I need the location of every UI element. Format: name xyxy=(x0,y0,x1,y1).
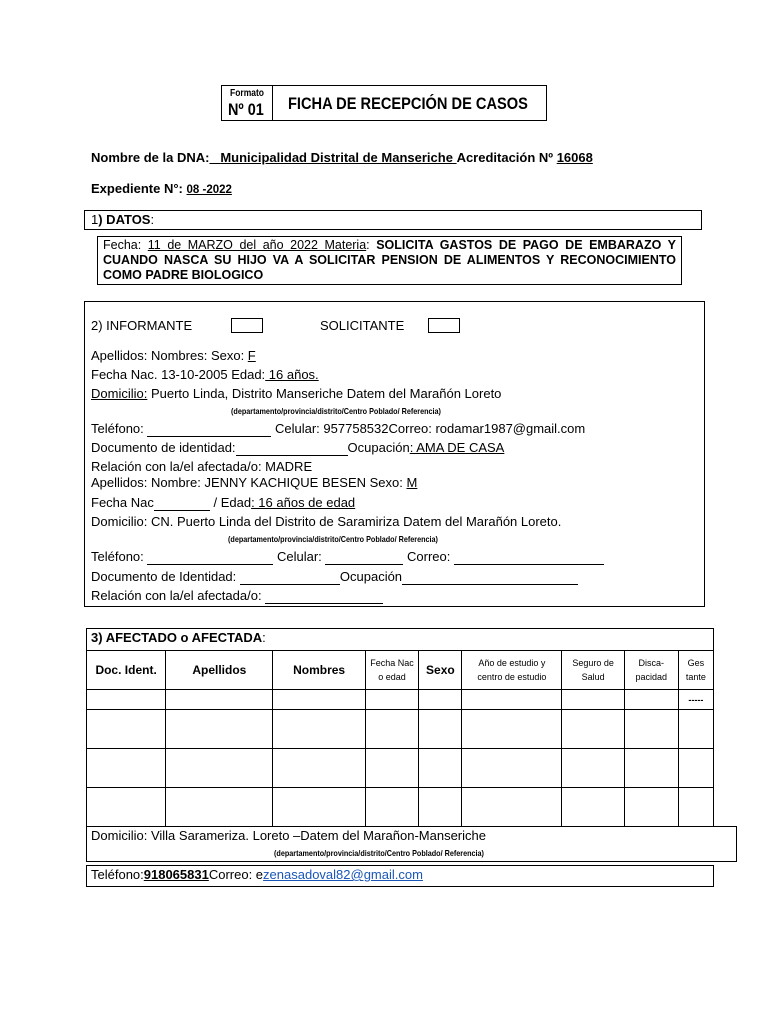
section3-telefono-value: 918065831 xyxy=(143,867,209,882)
informante-domicilio-line xyxy=(91,386,501,401)
col-nombres: Nombres xyxy=(273,651,365,690)
domicilio-value: Puerto Linda, Distrito Manseriche Datem del Marañón Loreto xyxy=(147,386,502,401)
dna-label: Nombre de la DNA: xyxy=(91,150,210,165)
materia-text: SOLICITA GASTOS DE PAGO DE EMBARAZO Y CUANDO NASCA SU HIJO VA A SOLICITAR PENSION DE ALIMENTOS Y RECONOCIMIENTO COMO PADRE BIOLOGICO xyxy=(103,238,676,282)
col-discapacidad: Disca-pacidad xyxy=(624,651,678,690)
section3-email-link[interactable]: zenasadoval82@gmail.com xyxy=(263,867,423,882)
datos-paragraph: Fecha: 11 de MARZO del año 2022 Materia: SOLICITA GASTOS DE PAGO DE EMBARAZO Y CUANDO NASCA SU HIJO VA A SOLICITAR PENSION DE ALIMENTOS Y RECONOCIMIENTO COMO PADRE BIOLOGICO xyxy=(103,238,676,282)
table-row xyxy=(87,710,714,749)
domicilio-label: Domicilio: xyxy=(91,386,148,401)
informante-documento-line: Documento de identidad: Ocupación: AMA DE CASA xyxy=(91,440,505,455)
telefono-blank[interactable] xyxy=(147,421,271,437)
ref-note-1: (departamento/provincia/distrito/Centro Poblado/ Referencia) xyxy=(231,406,441,416)
section1-title: 1) DATOS: xyxy=(91,212,155,227)
section3-title: 3) AFECTADO o AFECTADA: xyxy=(91,630,266,645)
table-row xyxy=(87,690,714,710)
solicitante-edad: : 16 años de edad xyxy=(251,495,356,510)
informante-fecha-line: Fecha Nac. 13-10-2005 Edad: 16 años. xyxy=(91,367,319,382)
affected-table xyxy=(86,650,714,827)
format-header-box xyxy=(221,85,547,121)
table-row xyxy=(87,749,714,788)
correo-value: rodamar1987@gmail.com xyxy=(435,421,586,436)
solicitante-telefono-line: Teléfono: Celular: Correo: xyxy=(91,549,604,565)
documento2-blank[interactable] xyxy=(240,569,340,585)
solicitante-name-line: Apellidos: Nombre: JENNY KACHIQUE BESEN Sexo: M xyxy=(91,475,418,490)
accreditation-number: 16068 xyxy=(556,150,593,165)
fecha-value: 11 de MARZO del año 2022 Materia xyxy=(147,238,367,252)
table-row xyxy=(87,788,714,827)
expediente-label: Expediente N°: xyxy=(91,181,183,196)
ref-note-2: (departamento/provincia/distrito/Centro Poblado/ Referencia) xyxy=(228,534,438,544)
informante-label: 2) INFORMANTE xyxy=(91,318,193,333)
col-ano-estudio: Año de estudio y centro de estudio xyxy=(462,651,562,690)
accreditation-label: Acreditación Nº xyxy=(456,150,554,165)
col-gestante: Ges tante xyxy=(678,651,713,690)
gestante-mark[interactable]: ----- xyxy=(678,690,713,710)
ocupacion2-blank[interactable] xyxy=(402,569,578,585)
col-seguro: Seguro de Salud xyxy=(562,651,624,690)
solicitante-label: SOLICITANTE xyxy=(320,318,405,333)
informante-name-line: Apellidos: Nombres: Sexo: F xyxy=(91,348,256,363)
format-label: Formato xyxy=(230,88,264,99)
solicitante-checkbox[interactable] xyxy=(428,318,460,333)
section1-content-box xyxy=(97,236,682,285)
relacion2-blank[interactable] xyxy=(265,588,383,604)
table-header-row xyxy=(87,651,714,690)
format-number: Nº 01 xyxy=(228,100,264,119)
documento-blank[interactable] xyxy=(236,440,348,456)
dna-line xyxy=(91,150,593,165)
solicitante-domicilio-line: Domicilio: CN. Puerto Linda del Distrito de Saramiriza Datem del Marañón Loreto. xyxy=(91,514,562,529)
expediente-line xyxy=(91,181,232,196)
ref-note-3: (departamento/provincia/distrito/Centro Poblado/ Referencia) xyxy=(274,848,484,858)
celular-value: 957758532 xyxy=(323,421,389,436)
informante-relacion-line: Relación con la/el afectada/o: MADRE xyxy=(91,459,313,474)
solicitante-relacion-line: Relación con la/el afectada/o: xyxy=(91,588,383,604)
informante-edad: 16 años. xyxy=(265,367,319,382)
informante-checkbox[interactable] xyxy=(231,318,263,333)
solicitante-sexo: M xyxy=(406,475,418,490)
page-title: FICHA DE RECEPCIÓN DE CASOS xyxy=(288,94,528,113)
informante-telefono-line: Teléfono: Celular: 957758532Correo: rodamar1987@gmail.com xyxy=(91,421,586,436)
fecha-label: Fecha: xyxy=(103,238,142,252)
col-fecha-nac: Fecha Nac o edad xyxy=(365,651,419,690)
celular2-blank[interactable] xyxy=(325,549,403,565)
dna-name: Municipalidad Distrital de Manseriche xyxy=(220,150,453,165)
col-sexo: Sexo xyxy=(419,651,462,690)
correo2-blank[interactable] xyxy=(454,549,604,565)
telefono2-blank[interactable] xyxy=(147,549,273,565)
informante-sexo: F xyxy=(247,348,256,363)
informante-row xyxy=(91,318,192,333)
expediente-value: 08 -2022 xyxy=(186,184,232,196)
ocupacion-value: : AMA DE CASA xyxy=(409,440,505,455)
format-number-cell xyxy=(222,86,273,120)
section3-telefono-line: Teléfono:918065831Correo: ezenasadoval82@gmail.com xyxy=(91,867,423,882)
col-apellidos: Apellidos xyxy=(166,651,273,690)
section3-domicilio-line: Domicilio: Villa Sarameriza. Loreto –Datem del Marañon-Manseriche xyxy=(91,828,486,843)
solicitante-documento-line: Documento de Identidad: Ocupación xyxy=(91,569,578,585)
col-doc-ident: Doc. Ident. xyxy=(87,651,166,690)
section1-header-box xyxy=(84,210,702,230)
section3-title-box xyxy=(86,628,714,650)
solicitante-fecha-line: Fecha Nac / Edad: 16 años de edad xyxy=(91,495,356,510)
fechanac2-blank[interactable] xyxy=(154,495,210,511)
